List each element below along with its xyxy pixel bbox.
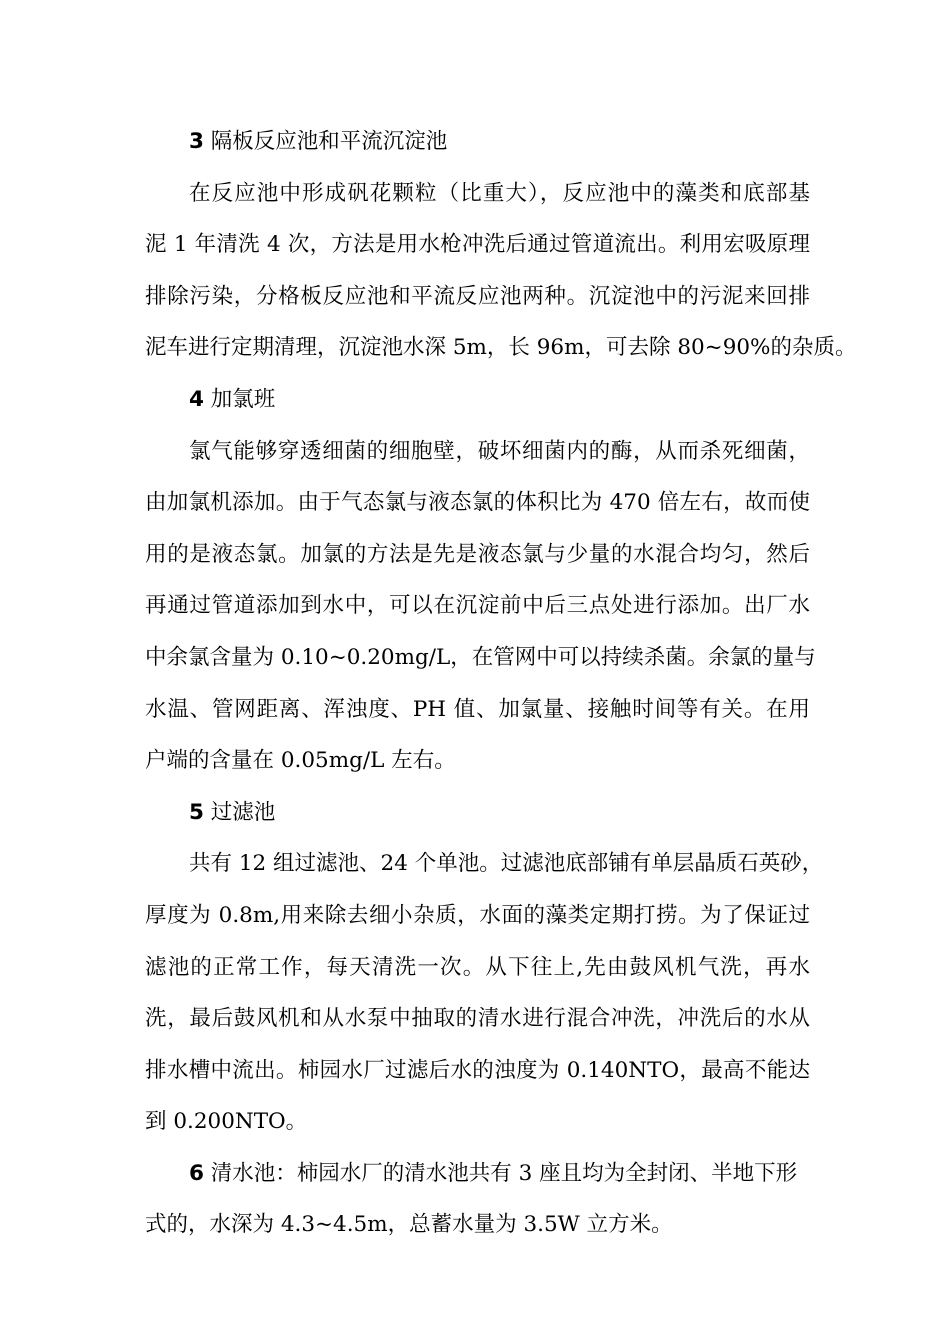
- paragraph-line: 用的是液态氯。加氯的方法是先是液态氯与少量的水混合均匀，然后: [145, 541, 810, 567]
- section-title: 过滤池: [203, 799, 276, 825]
- paragraph-line: 式的，水深为 4.3~4.5m，总蓄水量为 3.5W 立方米。: [145, 1212, 673, 1238]
- document-body: [145, 116, 857, 1251]
- section-title: 加氯班: [203, 386, 276, 412]
- section-heading-4: [145, 374, 810, 426]
- paragraph-line: 滤池的正常工作，每天清洗一次。从下往上,先由鼓风机气洗，再水: [145, 954, 810, 980]
- paragraph-line: 共有 12 组过滤池、24 个单池。过滤池底部铺有单层晶质石英砂，: [189, 851, 824, 877]
- paragraph-line: 在反应池中形成矾花颗粒（比重大），反应池中的藻类和底部基: [189, 180, 810, 206]
- paragraph-line: 洗，最后鼓风机和从水泵中抽取的清水进行混合冲洗，冲洗后的水从: [145, 1006, 810, 1032]
- section-number: 6: [189, 1160, 204, 1186]
- paragraph-line: 氯气能够穿透细菌的细胞壁，破坏细菌内的酶，从而杀死细菌，: [189, 438, 810, 464]
- paragraph-line: 由加氯机添加。由于气态氯与液态氯的体积比为 470 倍左右，故而使: [145, 490, 810, 516]
- section-number: 4: [189, 386, 204, 412]
- section-heading-6: [145, 1148, 810, 1200]
- paragraph-line: 泥车进行定期清理，沉淀池水深 5m，长 96m，可去除 80~90%的杂质。: [145, 335, 857, 361]
- paragraph-line: 厚度为 0.8m,用来除去细小杂质，水面的藻类定期打捞。为了保证过: [145, 902, 810, 928]
- paragraph-line: 再通过管道添加到水中，可以在沉淀前中后三点处进行添加。出厂水: [145, 593, 810, 619]
- section-heading-5: [145, 787, 810, 839]
- section-number: 3: [189, 129, 204, 154]
- paragraph-line: 到 0.200NTO。: [145, 1109, 308, 1135]
- paragraph-line: 户端的含量在 0.05mg/L 左右。: [145, 748, 456, 774]
- section-title: 清水池：柿园水厂的清水池共有 3 座且均为全封闭、半地下形: [203, 1160, 798, 1186]
- paragraph-line: 排水槽中流出。柿园水厂过滤后水的浊度为 0.140NTO，最高不能达: [145, 1057, 810, 1083]
- section-heading-3: [145, 116, 810, 168]
- section-number: 5: [189, 799, 204, 825]
- section-title: 隔板反应池和平流沉淀池: [203, 129, 448, 154]
- paragraph-line: 中余氯含量为 0.10~0.20mg/L，在管网中可以持续杀菌。余氯的量与: [145, 644, 816, 670]
- paragraph-line: 水温、管网距离、浑浊度、PH 值、加氯量、接触时间等有关。在用: [145, 696, 810, 722]
- paragraph-line: 泥 1 年清洗 4 次，方法是用水枪冲洗后通过管道流出。利用宏吸原理: [145, 232, 810, 258]
- paragraph-line: 排除污染，分格板反应池和平流反应池两种。沉淀池中的污泥来回排: [145, 283, 810, 309]
